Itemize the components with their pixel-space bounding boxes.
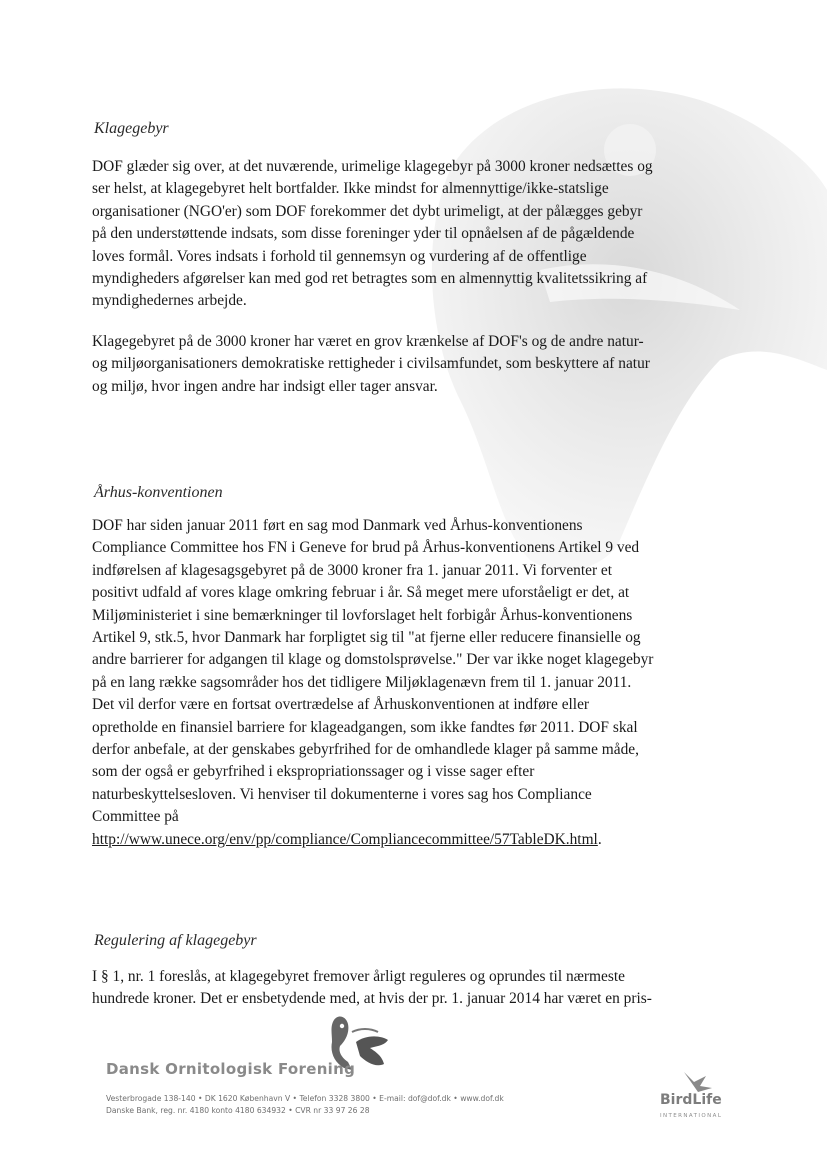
text-line: DOF har siden januar 2011 ført en sag mod Danmark ved Århus-konventionens	[92, 517, 583, 534]
text-line: som der også er gebyrfrihed i ekspropriationssager og i visse sager efter	[92, 763, 535, 781]
footer-bank-details: Danske Bank, reg. nr. 4180 konto 4180 634932 • CVR nr 33 97 26 28	[106, 1106, 370, 1115]
text-line: andre barrierer for adgangen til klage og domstolsprøvelse." Der var ikke noget klagegebyr	[92, 651, 654, 669]
paragraph-klagegebyr-2	[92, 331, 704, 398]
section-heading-regulering: Regulering af klagegebyr	[94, 932, 257, 949]
organisation-name: Dansk Ornitologisk Forening	[106, 1060, 356, 1078]
text-line: ser helst, at klagegebyret helt bortfalder. Ikke mindst for almennyttige/ikke-statslige	[92, 180, 609, 198]
text-line: og miljøorganisationers demokratiske rettigheder i civilsamfundet, som beskyttere af natur	[92, 355, 650, 373]
text-line: DOF glæder sig over, at det nuværende, urimelige klagegebyr på 3000 kroner nedsættes og	[92, 158, 653, 175]
text-line: Klagegebyret på de 3000 kroner har været en grov krænkelse af DOF's og de andre natur-	[92, 333, 644, 350]
birdlife-logo-text: BirdLife	[660, 1092, 722, 1108]
text-line: loves formål. Vores indsats i forhold til gennemsyn og vurdering af de offentlige	[92, 247, 587, 265]
text-line: Det vil derfor være en fortsat overtrædelse af Århuskonventionen at indføre eller	[92, 696, 590, 714]
text-line: på en lang række sagsområder hos det tidligere Miljøklagenævn frem til 1. januar 2011.	[92, 673, 632, 691]
text-line: Miljøministeriet i sine bemærkninger til lovforslaget helt forbigår Århus-konventionens	[92, 606, 633, 624]
text-line: og miljø, hvor ingen andre har indsigt eller tager ansvar.	[92, 377, 438, 395]
compliance-committee-link[interactable]: http://www.unece.org/env/pp/compliance/Compliancecommittee/57TableDK.html	[92, 830, 598, 848]
link-line	[92, 829, 704, 851]
text-line: opretholde en finansiel barriere for klageadgangen, som ikke fandtes før 2011. DOF skal	[92, 718, 638, 736]
paragraph-klagegebyr-1	[92, 156, 704, 313]
text-line: indførelsen af klagesagsgebyret på de 3000 kroner fra 1. januar 2011. Vi forventer et	[92, 561, 613, 579]
section-heading-klagegebyr: Klagegebyr	[94, 120, 169, 137]
paragraph-regulering	[92, 966, 704, 1011]
text-line: Artikel 9, stk.5, hvor Danmark har forpligtet sig til "at fjerne eller reducere finansielle og	[92, 629, 641, 647]
birdlife-logo-subtext: INTERNATIONAL	[660, 1113, 723, 1119]
text-line: derfor anbefale, at der genskabes gebyrfrihed for de omhandlede klager på samme måde,	[92, 741, 639, 759]
text-line: positivt udfald af vores klage omkring februar i år. Så meget mere uforståeligt er det, at	[92, 584, 630, 602]
section-heading-aarhus: Århus-konventionen	[94, 484, 223, 501]
text-line: I § 1, nr. 1 foreslås, at klagegebyret fremover årligt reguleres og oprundes til nærmeste	[92, 968, 625, 985]
text-line: naturbeskyttelsesloven. Vi henviser til dokumenterne i vores sag hos Compliance	[92, 785, 592, 803]
text-line: organisationer (NGO'er) som DOF forekommer det dybt urimeligt, at der pålægges gebyr	[92, 202, 643, 220]
text-line: myndigheders afgørelser kan med god ret betragtes som en almennyttig kvalitetssikring af	[92, 270, 648, 288]
link-suffix: .	[597, 830, 602, 848]
footer-address: Vesterbrogade 138-140 • DK 1620 København V • Telefon 3328 3800 • E-mail: dof@dof.dk • www.dof.dk	[106, 1094, 504, 1103]
text-line: på den understøttende indsats, som disse foreninger yder til opnåelsen af de pågældende	[92, 225, 635, 243]
text-line: myndighedernes arbejde.	[92, 292, 247, 310]
paragraph-aarhus	[92, 515, 704, 851]
text-line: Committee på	[92, 808, 179, 826]
text-line: hundrede kroner. Det er ensbetydende med, at hvis der pr. 1. januar 2014 har været en pris-	[92, 990, 652, 1008]
text-line: Compliance Committee hos FN i Geneve for brud på Århus-konventionens Artikel 9 ved	[92, 539, 640, 557]
